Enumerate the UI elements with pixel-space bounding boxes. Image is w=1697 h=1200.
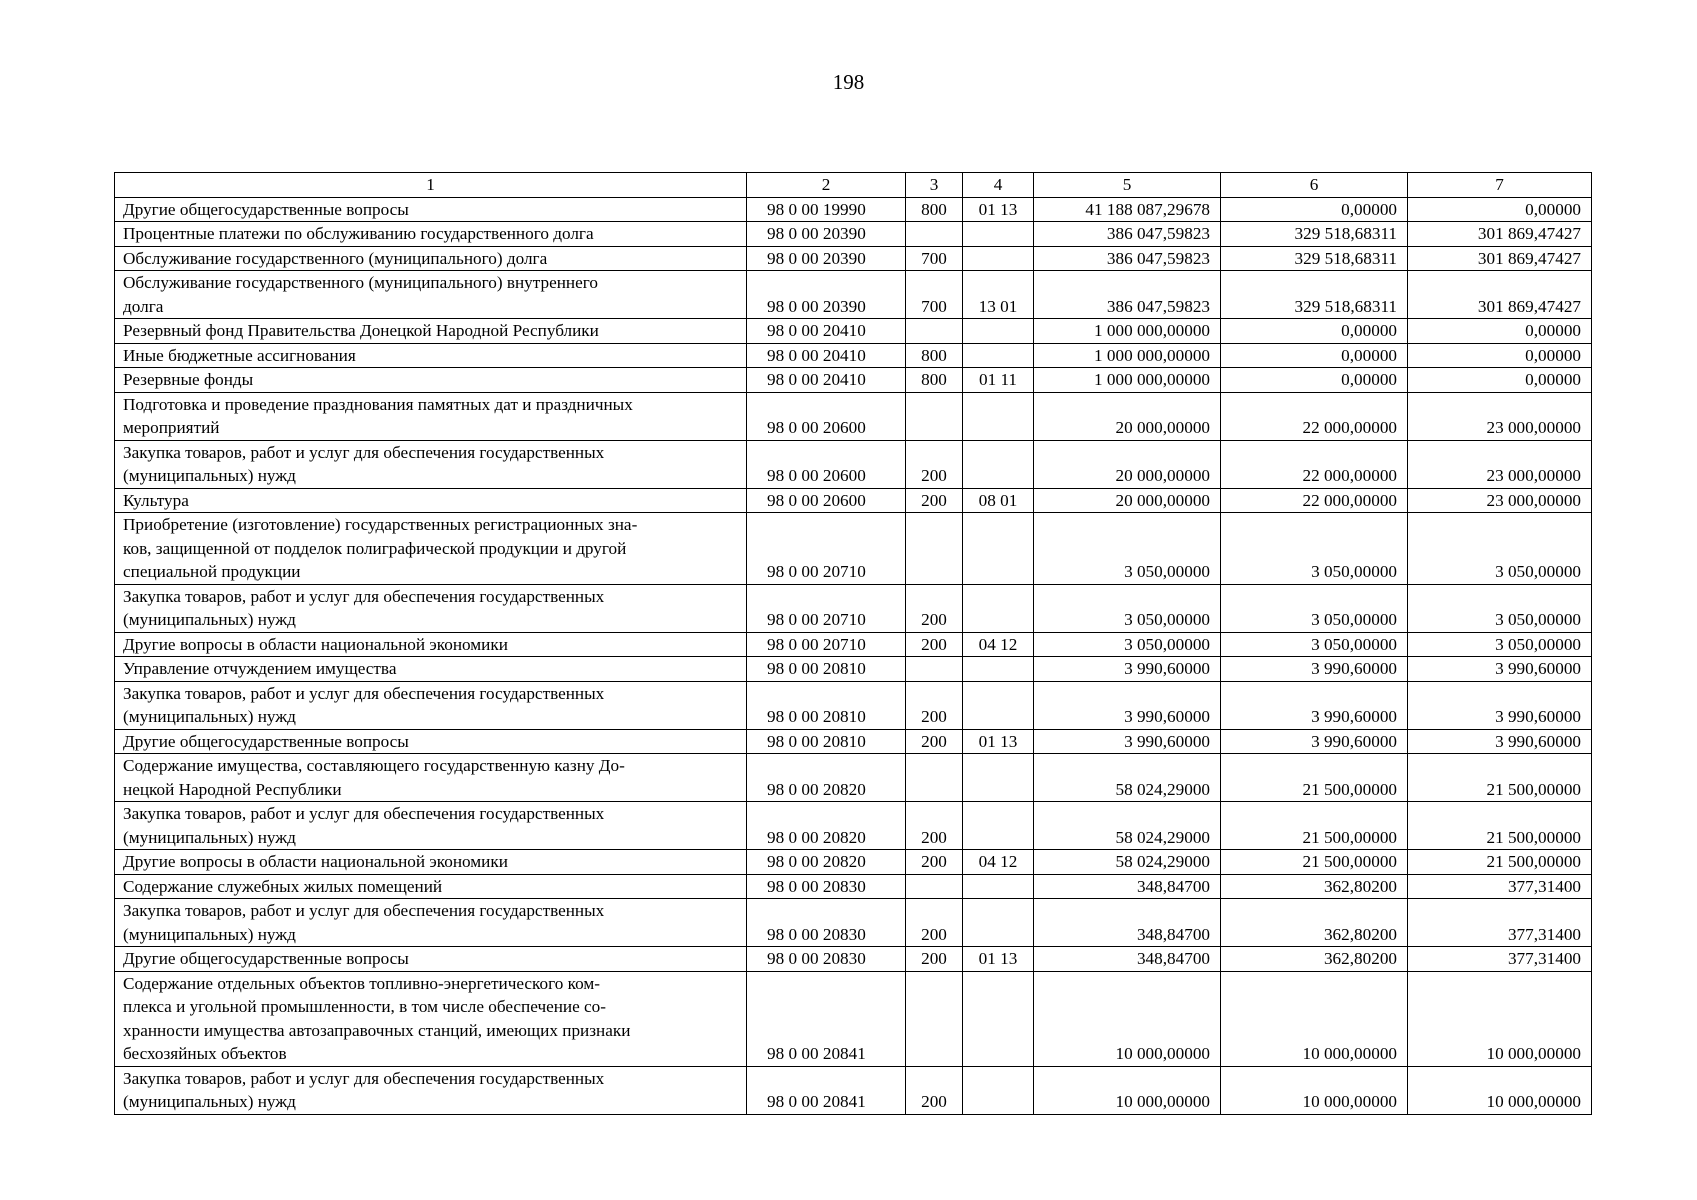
row-name-cell: Закупка товаров, работ и услуг для обеспечения государственных (муниципальных) нужд: [115, 681, 747, 729]
amount-col6-cell: 21 500,00000: [1221, 754, 1408, 802]
amount-col6-cell: 329 518,68311: [1221, 246, 1408, 271]
amount-col6-cell: 10 000,00000: [1221, 971, 1408, 1066]
column-header: 7: [1408, 173, 1592, 198]
budget-table: [114, 172, 1592, 1115]
row-name-cell: Обслуживание государственного (муниципального) внутреннего долга: [115, 271, 747, 319]
column-header: 3: [906, 173, 963, 198]
target-code-cell: 98 0 00 20710: [747, 584, 906, 632]
table-row: [115, 488, 1592, 513]
target-code-cell: 98 0 00 19990: [747, 197, 906, 222]
table-row: [115, 246, 1592, 271]
target-code-cell: 98 0 00 20600: [747, 488, 906, 513]
target-code-cell: 98 0 00 20841: [747, 1066, 906, 1114]
target-code-cell: 98 0 00 20820: [747, 850, 906, 875]
row-name-cell: Другие общегосударственные вопросы: [115, 197, 747, 222]
expense-type-cell: [906, 319, 963, 344]
amount-col7-cell: 0,00000: [1408, 343, 1592, 368]
amount-col5-cell: 20 000,00000: [1034, 440, 1221, 488]
amount-col6-cell: 329 518,68311: [1221, 222, 1408, 247]
expense-type-cell: 700: [906, 246, 963, 271]
amount-col5-cell: 3 050,00000: [1034, 584, 1221, 632]
section-code-cell: [963, 754, 1034, 802]
section-code-cell: [963, 440, 1034, 488]
amount-col7-cell: 377,31400: [1408, 947, 1592, 972]
target-code-cell: 98 0 00 20810: [747, 657, 906, 682]
amount-col7-cell: 23 000,00000: [1408, 392, 1592, 440]
amount-col5-cell: 58 024,29000: [1034, 850, 1221, 875]
amount-col5-cell: 10 000,00000: [1034, 1066, 1221, 1114]
column-header: 2: [747, 173, 906, 198]
amount-col5-cell: 386 047,59823: [1034, 246, 1221, 271]
table-row: [115, 729, 1592, 754]
row-name-cell: Другие вопросы в области национальной экономики: [115, 632, 747, 657]
expense-type-cell: [906, 513, 963, 585]
amount-col5-cell: 20 000,00000: [1034, 392, 1221, 440]
amount-col7-cell: 10 000,00000: [1408, 971, 1592, 1066]
amount-col6-cell: 0,00000: [1221, 343, 1408, 368]
target-code-cell: 98 0 00 20410: [747, 368, 906, 393]
expense-type-cell: [906, 754, 963, 802]
amount-col7-cell: 3 050,00000: [1408, 513, 1592, 585]
section-code-cell: [963, 513, 1034, 585]
row-name-cell: Закупка товаров, работ и услуг для обеспечения государственных (муниципальных) нужд: [115, 440, 747, 488]
amount-col7-cell: 377,31400: [1408, 874, 1592, 899]
column-header: 1: [115, 173, 747, 198]
amount-col7-cell: 301 869,47427: [1408, 222, 1592, 247]
table-row: [115, 899, 1592, 947]
expense-type-cell: [906, 222, 963, 247]
expense-type-cell: 800: [906, 343, 963, 368]
expense-type-cell: 200: [906, 681, 963, 729]
amount-col7-cell: 0,00000: [1408, 368, 1592, 393]
expense-type-cell: 200: [906, 802, 963, 850]
table-row: [115, 368, 1592, 393]
amount-col7-cell: 0,00000: [1408, 197, 1592, 222]
amount-col6-cell: 22 000,00000: [1221, 392, 1408, 440]
row-name-cell: Содержание имущества, составляющего государственную казну До- нецкой Народной Республики: [115, 754, 747, 802]
amount-col5-cell: 3 990,60000: [1034, 657, 1221, 682]
column-header: 6: [1221, 173, 1408, 198]
target-code-cell: 98 0 00 20841: [747, 971, 906, 1066]
table-row: [115, 271, 1592, 319]
amount-col5-cell: 58 024,29000: [1034, 754, 1221, 802]
amount-col6-cell: 329 518,68311: [1221, 271, 1408, 319]
target-code-cell: 98 0 00 20710: [747, 632, 906, 657]
amount-col6-cell: 3 990,60000: [1221, 729, 1408, 754]
table-row: [115, 197, 1592, 222]
amount-col6-cell: 0,00000: [1221, 368, 1408, 393]
amount-col7-cell: 21 500,00000: [1408, 802, 1592, 850]
section-code-cell: [963, 343, 1034, 368]
section-code-cell: [963, 681, 1034, 729]
amount-col7-cell: 0,00000: [1408, 319, 1592, 344]
row-name-cell: Закупка товаров, работ и услуг для обеспечения государственных (муниципальных) нужд: [115, 899, 747, 947]
table-row: [115, 850, 1592, 875]
row-name-cell: Управление отчуждением имущества: [115, 657, 747, 682]
expense-type-cell: 200: [906, 488, 963, 513]
column-header: 4: [963, 173, 1034, 198]
table-row: [115, 392, 1592, 440]
section-code-cell: [963, 392, 1034, 440]
section-code-cell: [963, 1066, 1034, 1114]
amount-col7-cell: 301 869,47427: [1408, 271, 1592, 319]
amount-col7-cell: 3 050,00000: [1408, 584, 1592, 632]
target-code-cell: 98 0 00 20600: [747, 392, 906, 440]
amount-col7-cell: 10 000,00000: [1408, 1066, 1592, 1114]
amount-col5-cell: 3 990,60000: [1034, 681, 1221, 729]
expense-type-cell: 800: [906, 368, 963, 393]
table-row: [115, 513, 1592, 585]
amount-col5-cell: 386 047,59823: [1034, 222, 1221, 247]
section-code-cell: [963, 802, 1034, 850]
section-code-cell: [963, 584, 1034, 632]
amount-col6-cell: 10 000,00000: [1221, 1066, 1408, 1114]
column-header: 5: [1034, 173, 1221, 198]
amount-col5-cell: 348,84700: [1034, 874, 1221, 899]
row-name-cell: Закупка товаров, работ и услуг для обеспечения государственных (муниципальных) нужд: [115, 802, 747, 850]
row-name-cell: Процентные платежи по обслуживанию государственного долга: [115, 222, 747, 247]
table-row: [115, 1066, 1592, 1114]
amount-col6-cell: 21 500,00000: [1221, 802, 1408, 850]
expense-type-cell: [906, 874, 963, 899]
expense-type-cell: [906, 392, 963, 440]
amount-col6-cell: 0,00000: [1221, 319, 1408, 344]
amount-col7-cell: 23 000,00000: [1408, 440, 1592, 488]
expense-type-cell: 200: [906, 729, 963, 754]
section-code-cell: [963, 874, 1034, 899]
column-header-row: [115, 173, 1592, 198]
expense-type-cell: [906, 971, 963, 1066]
target-code-cell: 98 0 00 20410: [747, 343, 906, 368]
expense-type-cell: [906, 657, 963, 682]
amount-col6-cell: 22 000,00000: [1221, 440, 1408, 488]
amount-col5-cell: 3 990,60000: [1034, 729, 1221, 754]
page-number: 198: [832, 70, 865, 94]
amount-col6-cell: 3 990,60000: [1221, 681, 1408, 729]
amount-col6-cell: 362,80200: [1221, 874, 1408, 899]
amount-col6-cell: 21 500,00000: [1221, 850, 1408, 875]
target-code-cell: 98 0 00 20390: [747, 246, 906, 271]
section-code-cell: 04 12: [963, 850, 1034, 875]
section-code-cell: 01 11: [963, 368, 1034, 393]
table-row: [115, 874, 1592, 899]
amount-col5-cell: 386 047,59823: [1034, 271, 1221, 319]
amount-col6-cell: 3 050,00000: [1221, 513, 1408, 585]
section-code-cell: 01 13: [963, 729, 1034, 754]
expense-type-cell: 200: [906, 440, 963, 488]
amount-col7-cell: 3 050,00000: [1408, 632, 1592, 657]
row-name-cell: Обслуживание государственного (муниципального) долга: [115, 246, 747, 271]
amount-col5-cell: 58 024,29000: [1034, 802, 1221, 850]
section-code-cell: [963, 971, 1034, 1066]
expense-type-cell: 200: [906, 899, 963, 947]
amount-col5-cell: 20 000,00000: [1034, 488, 1221, 513]
row-name-cell: Другие общегосударственные вопросы: [115, 729, 747, 754]
row-name-cell: Содержание отдельных объектов топливно-энергетического ком- плекса и угольной промышленности, в том числе обеспечение со- хранности имущества автозаправочных станций, имеющих признаки бесхозяйных объектов: [115, 971, 747, 1066]
section-code-cell: 08 01: [963, 488, 1034, 513]
row-name-cell: Культура: [115, 488, 747, 513]
expense-type-cell: 200: [906, 632, 963, 657]
table-row: [115, 584, 1592, 632]
table-row: [115, 802, 1592, 850]
table-row: [115, 971, 1592, 1066]
amount-col6-cell: 3 990,60000: [1221, 657, 1408, 682]
target-code-cell: 98 0 00 20390: [747, 271, 906, 319]
table-row: [115, 754, 1592, 802]
table-row: [115, 222, 1592, 247]
row-name-cell: Резервные фонды: [115, 368, 747, 393]
section-code-cell: [963, 657, 1034, 682]
amount-col6-cell: 3 050,00000: [1221, 584, 1408, 632]
amount-col5-cell: 1 000 000,00000: [1034, 319, 1221, 344]
amount-col7-cell: 21 500,00000: [1408, 850, 1592, 875]
amount-col6-cell: 0,00000: [1221, 197, 1408, 222]
amount-col5-cell: 348,84700: [1034, 947, 1221, 972]
amount-col7-cell: 3 990,60000: [1408, 681, 1592, 729]
target-code-cell: 98 0 00 20830: [747, 947, 906, 972]
section-code-cell: 13 01: [963, 271, 1034, 319]
target-code-cell: 98 0 00 20410: [747, 319, 906, 344]
target-code-cell: 98 0 00 20830: [747, 899, 906, 947]
row-name-cell: Иные бюджетные ассигнования: [115, 343, 747, 368]
expense-type-cell: 200: [906, 584, 963, 632]
amount-col6-cell: 3 050,00000: [1221, 632, 1408, 657]
target-code-cell: 98 0 00 20820: [747, 802, 906, 850]
target-code-cell: 98 0 00 20600: [747, 440, 906, 488]
amount-col6-cell: 22 000,00000: [1221, 488, 1408, 513]
table-row: [115, 632, 1592, 657]
target-code-cell: 98 0 00 20830: [747, 874, 906, 899]
amount-col7-cell: 21 500,00000: [1408, 754, 1592, 802]
row-name-cell: Другие вопросы в области национальной экономики: [115, 850, 747, 875]
amount-col7-cell: 301 869,47427: [1408, 246, 1592, 271]
target-code-cell: 98 0 00 20810: [747, 729, 906, 754]
expense-type-cell: 200: [906, 850, 963, 875]
target-code-cell: 98 0 00 20710: [747, 513, 906, 585]
amount-col5-cell: 41 188 087,29678: [1034, 197, 1221, 222]
amount-col7-cell: 377,31400: [1408, 899, 1592, 947]
target-code-cell: 98 0 00 20820: [747, 754, 906, 802]
section-code-cell: [963, 246, 1034, 271]
row-name-cell: Содержание служебных жилых помещений: [115, 874, 747, 899]
amount-col5-cell: 3 050,00000: [1034, 632, 1221, 657]
amount-col5-cell: 1 000 000,00000: [1034, 368, 1221, 393]
amount-col5-cell: 348,84700: [1034, 899, 1221, 947]
row-name-cell: Другие общегосударственные вопросы: [115, 947, 747, 972]
row-name-cell: Закупка товаров, работ и услуг для обеспечения государственных (муниципальных) нужд: [115, 1066, 747, 1114]
row-name-cell: Приобретение (изготовление) государственных регистрационных зна- ков, защищенной от подделок полиграфической продукции и другой специальной продукции: [115, 513, 747, 585]
table-row: [115, 440, 1592, 488]
table-row: [115, 319, 1592, 344]
target-code-cell: 98 0 00 20390: [747, 222, 906, 247]
table-body: [115, 173, 1592, 1115]
section-code-cell: 04 12: [963, 632, 1034, 657]
table-row: [115, 681, 1592, 729]
amount-col7-cell: 3 990,60000: [1408, 729, 1592, 754]
expense-type-cell: 700: [906, 271, 963, 319]
amount-col6-cell: 362,80200: [1221, 947, 1408, 972]
target-code-cell: 98 0 00 20810: [747, 681, 906, 729]
row-name-cell: Закупка товаров, работ и услуг для обеспечения государственных (муниципальных) нужд: [115, 584, 747, 632]
table-row: [115, 343, 1592, 368]
amount-col7-cell: 23 000,00000: [1408, 488, 1592, 513]
amount-col5-cell: 10 000,00000: [1034, 971, 1221, 1066]
section-code-cell: 01 13: [963, 947, 1034, 972]
amount-col7-cell: 3 990,60000: [1408, 657, 1592, 682]
section-code-cell: [963, 222, 1034, 247]
row-name-cell: Резервный фонд Правительства Донецкой Народной Республики: [115, 319, 747, 344]
row-name-cell: Подготовка и проведение празднования памятных дат и праздничных мероприятий: [115, 392, 747, 440]
section-code-cell: [963, 899, 1034, 947]
expense-type-cell: 200: [906, 947, 963, 972]
amount-col6-cell: 362,80200: [1221, 899, 1408, 947]
amount-col5-cell: 3 050,00000: [1034, 513, 1221, 585]
section-code-cell: 01 13: [963, 197, 1034, 222]
section-code-cell: [963, 319, 1034, 344]
table-row: [115, 947, 1592, 972]
amount-col5-cell: 1 000 000,00000: [1034, 343, 1221, 368]
expense-type-cell: 200: [906, 1066, 963, 1114]
table-row: [115, 657, 1592, 682]
expense-type-cell: 800: [906, 197, 963, 222]
